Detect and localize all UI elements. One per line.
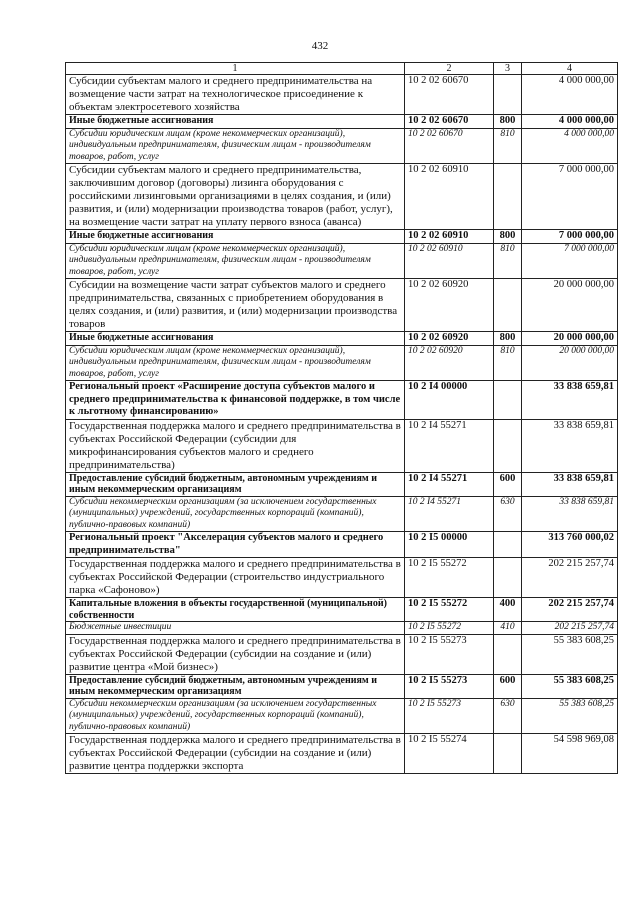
- row-name-cell: Государственная поддержка малого и среднего предпринимательства в субъектах Российской Федерации (субсидии на создание и (или) развитие центра поддержки экспорта: [66, 734, 405, 774]
- row-expense-type-cell: 810: [494, 345, 522, 381]
- row-expense-type-cell: 400: [494, 598, 522, 622]
- row-name-cell: Субсидии субъектам малого и среднего предпринимательства, заключившим договор (договоры) лизинга оборудования с российскими лизинговыми организациями в целях создания, и (или) развития, и (или) модернизации производства товаров (работ, услуг), на возмещение части затрат на уплату первого взноса (аванса): [66, 164, 405, 230]
- row-amount-cell: 7 000 000,00: [522, 230, 618, 244]
- row-code-cell: 10 2 I4 55271: [405, 496, 494, 532]
- row-code-cell: 10 2 02 60920: [405, 332, 494, 346]
- row-code-cell: 10 2 I4 00000: [405, 381, 494, 420]
- row-name-cell: Предоставление субсидий бюджетным, автономным учреждениям и иным некоммерческим организациям: [66, 674, 405, 698]
- row-amount-cell: 33 838 659,81: [522, 381, 618, 420]
- row-expense-type-cell: 810: [494, 243, 522, 279]
- row-code-cell: 10 2 I5 55273: [405, 698, 494, 734]
- table-row: [66, 230, 618, 244]
- row-name-cell: Региональный проект «Расширение доступа субъектов малого и среднего предпринимательства к финансовой поддержке, в том числе к льготному финансированию»: [66, 381, 405, 420]
- row-expense-type-cell: 600: [494, 472, 522, 496]
- table-row: [66, 332, 618, 346]
- table-row: [66, 634, 618, 674]
- table-row: [66, 75, 618, 115]
- table-row: [66, 598, 618, 622]
- table-header: [66, 63, 618, 75]
- row-code-cell: 10 2 I4 55271: [405, 472, 494, 496]
- row-amount-cell: 55 383 608,25: [522, 698, 618, 734]
- table-row: [66, 279, 618, 332]
- row-code-cell: 10 2 I5 55272: [405, 558, 494, 598]
- row-expense-type-cell: [494, 419, 522, 472]
- row-expense-type-cell: [494, 532, 522, 558]
- header-cell-name: 1: [66, 63, 405, 75]
- row-name-cell: Государственная поддержка малого и среднего предпринимательства в субъектах Российской Федерации (субсидии для микрофинансирования субъектов малого и среднего предпринимательства): [66, 419, 405, 472]
- row-amount-cell: 7 000 000,00: [522, 164, 618, 230]
- row-name-cell: Субсидии некоммерческим организациям (за исключением государственных (муниципальных) учреждений, государственных корпораций (компаний), публично-правовых компаний): [66, 496, 405, 532]
- row-name-cell: Государственная поддержка малого и среднего предпринимательства в субъектах Российской Федерации (субсидии на создание и (или) развитие центра «Мой бизнес»): [66, 634, 405, 674]
- row-amount-cell: 4 000 000,00: [522, 75, 618, 115]
- row-code-cell: 10 2 I5 55273: [405, 634, 494, 674]
- row-amount-cell: 20 000 000,00: [522, 332, 618, 346]
- row-expense-type-cell: 800: [494, 230, 522, 244]
- row-expense-type-cell: 630: [494, 698, 522, 734]
- row-expense-type-cell: 410: [494, 622, 522, 635]
- row-expense-type-cell: [494, 164, 522, 230]
- table-row: [66, 419, 618, 472]
- header-cell-vr: 3: [494, 63, 522, 75]
- row-amount-cell: 33 838 659,81: [522, 496, 618, 532]
- row-expense-type-cell: 800: [494, 115, 522, 129]
- row-expense-type-cell: [494, 634, 522, 674]
- table-row: [66, 381, 618, 420]
- row-expense-type-cell: [494, 75, 522, 115]
- table-row: [66, 164, 618, 230]
- row-expense-type-cell: [494, 279, 522, 332]
- table-row: [66, 345, 618, 381]
- row-name-cell: Субсидии некоммерческим организациям (за исключением государственных (муниципальных) учреждений, государственных корпораций (компаний), публично-правовых компаний): [66, 698, 405, 734]
- row-amount-cell: 7 000 000,00: [522, 243, 618, 279]
- row-name-cell: Региональный проект "Акселерация субъектов малого и среднего предпринимательства": [66, 532, 405, 558]
- row-code-cell: 10 2 I4 55271: [405, 419, 494, 472]
- row-code-cell: 10 2 I5 55272: [405, 598, 494, 622]
- row-amount-cell: 202 215 257,74: [522, 622, 618, 635]
- table-row: [66, 243, 618, 279]
- row-amount-cell: 33 838 659,81: [522, 419, 618, 472]
- page-number: 432: [311, 40, 329, 52]
- row-amount-cell: 54 598 969,08: [522, 734, 618, 774]
- budget-table: [65, 62, 618, 774]
- row-code-cell: 10 2 02 60920: [405, 279, 494, 332]
- row-name-cell: Субсидии юридическим лицам (кроме некоммерческих организаций), индивидуальным предпринимателям, физическим лицам - производителям товаров, работ, услуг: [66, 243, 405, 279]
- row-code-cell: 10 2 02 60920: [405, 345, 494, 381]
- row-name-cell: Иные бюджетные ассигнования: [66, 115, 405, 129]
- row-expense-type-cell: [494, 734, 522, 774]
- row-name-cell: Иные бюджетные ассигнования: [66, 230, 405, 244]
- row-expense-type-cell: [494, 558, 522, 598]
- row-expense-type-cell: 800: [494, 332, 522, 346]
- header-cell-amount: 4: [522, 63, 618, 75]
- row-amount-cell: 313 760 000,02: [522, 532, 618, 558]
- row-code-cell: 10 2 02 60670: [405, 115, 494, 129]
- row-amount-cell: 202 215 257,74: [522, 598, 618, 622]
- row-code-cell: 10 2 02 60670: [405, 75, 494, 115]
- row-expense-type-cell: 810: [494, 128, 522, 164]
- table-row: [66, 734, 618, 774]
- row-name-cell: Капитальные вложения в объекты государственной (муниципальной) собственности: [66, 598, 405, 622]
- row-name-cell: Субсидии на возмещение части затрат субъектов малого и среднего предпринимательства, связанных с приобретением оборудования в целях создания, и (или) развития, и (или) модернизации производства товаров: [66, 279, 405, 332]
- table-body: [66, 75, 618, 774]
- table-row: [66, 622, 618, 635]
- table-row: [66, 532, 618, 558]
- row-name-cell: Субсидии юридическим лицам (кроме некоммерческих организаций), индивидуальным предпринимателям, физическим лицам - производителям товаров, работ, услуг: [66, 128, 405, 164]
- row-code-cell: 10 2 I5 55273: [405, 674, 494, 698]
- row-name-cell: Субсидии субъектам малого и среднего предпринимательства на возмещение части затрат на технологическое присоединение к объектам электросетевого хозяйства: [66, 75, 405, 115]
- row-expense-type-cell: 600: [494, 674, 522, 698]
- row-amount-cell: 55 383 608,25: [522, 674, 618, 698]
- row-amount-cell: 4 000 000,00: [522, 128, 618, 164]
- row-amount-cell: 4 000 000,00: [522, 115, 618, 129]
- table-row: [66, 698, 618, 734]
- row-code-cell: 10 2 02 60910: [405, 164, 494, 230]
- row-name-cell: Бюджетные инвестиции: [66, 622, 405, 635]
- row-amount-cell: 202 215 257,74: [522, 558, 618, 598]
- row-amount-cell: 20 000 000,00: [522, 279, 618, 332]
- header-cell-code: 2: [405, 63, 494, 75]
- row-amount-cell: 20 000 000,00: [522, 345, 618, 381]
- row-code-cell: 10 2 02 60910: [405, 230, 494, 244]
- table-row: [66, 472, 618, 496]
- row-name-cell: Иные бюджетные ассигнования: [66, 332, 405, 346]
- row-amount-cell: 55 383 608,25: [522, 634, 618, 674]
- row-name-cell: Предоставление субсидий бюджетным, автономным учреждениям и иным некоммерческим организациям: [66, 472, 405, 496]
- table-row: [66, 115, 618, 129]
- table-row: [66, 496, 618, 532]
- row-name-cell: Государственная поддержка малого и среднего предпринимательства в субъектах Российской Федерации (строительство индустриального парка «Сафоново»): [66, 558, 405, 598]
- row-expense-type-cell: 630: [494, 496, 522, 532]
- row-expense-type-cell: [494, 381, 522, 420]
- row-code-cell: 10 2 I5 55272: [405, 622, 494, 635]
- row-code-cell: 10 2 02 60670: [405, 128, 494, 164]
- row-code-cell: 10 2 I5 55274: [405, 734, 494, 774]
- row-amount-cell: 33 838 659,81: [522, 472, 618, 496]
- row-code-cell: 10 2 02 60910: [405, 243, 494, 279]
- row-code-cell: 10 2 I5 00000: [405, 532, 494, 558]
- table-row: [66, 128, 618, 164]
- row-name-cell: Субсидии юридическим лицам (кроме некоммерческих организаций), индивидуальным предпринимателям, физическим лицам - производителям товаров, работ, услуг: [66, 345, 405, 381]
- table-row: [66, 558, 618, 598]
- table-row: [66, 674, 618, 698]
